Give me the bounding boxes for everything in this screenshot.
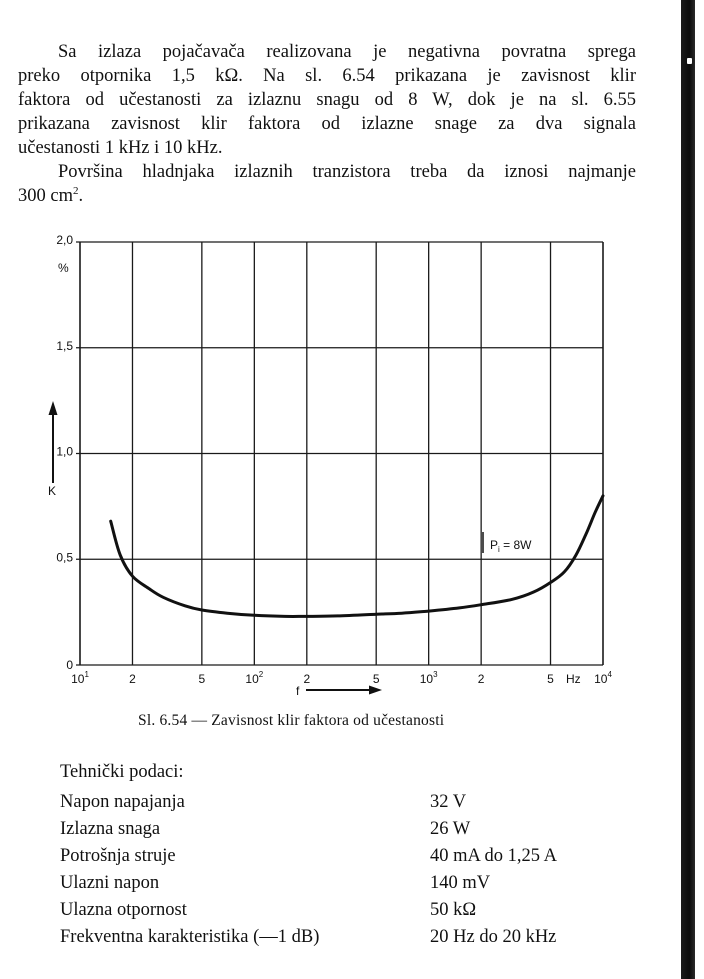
spec-row — [60, 844, 660, 871]
spec-value: 40 mA do 1,25 A — [430, 846, 557, 866]
paragraph-line — [18, 184, 636, 208]
spec-row — [60, 925, 660, 952]
specs-table — [60, 790, 660, 952]
x-tick-base: 2 — [129, 672, 136, 686]
paragraph-line: prikazana zavisnost klir faktora od izlazne snage za dva signala — [18, 114, 636, 134]
x-tick-base: 2 — [477, 672, 485, 686]
x-tick-label — [420, 670, 438, 686]
x-tick-base: 5 — [372, 672, 380, 686]
annotation-value: = 8W — [499, 538, 532, 552]
x-axis-arrow — [306, 686, 382, 695]
spec-row — [60, 790, 660, 817]
y-axis-ticks — [56, 233, 73, 672]
spec-value: 140 mV — [430, 873, 491, 893]
x-tick-base: 10 — [419, 672, 434, 686]
x-tick-base: 2 — [303, 672, 311, 686]
x-axis-ticks — [71, 670, 612, 686]
x-tick-label — [303, 672, 310, 686]
x-tick-label — [199, 672, 206, 686]
x-tick-exponent: 2 — [258, 670, 264, 679]
x-tick-label — [245, 670, 263, 686]
x-axis-label: f — [296, 684, 300, 698]
x-tick-label — [478, 672, 485, 686]
paragraph-line: Površina hladnjaka izlaznih tranzistora treba da iznosi najmanje — [58, 162, 636, 182]
spec-value: 20 Hz do 20 kHz — [430, 927, 557, 947]
figure-caption: Sl. 6.54 — Zavisnost klir faktora od učestanosti — [138, 712, 445, 729]
y-tick-label: 1,0 — [56, 444, 73, 459]
spec-value: 26 W — [430, 819, 471, 839]
sentence-end: . — [78, 186, 84, 206]
x-tick-label — [547, 672, 554, 686]
spec-label: Ulazna otpornost — [60, 900, 187, 920]
spec-value: 32 V — [430, 792, 467, 812]
distortion-curve — [111, 496, 603, 617]
annotation-subscript: i — [498, 545, 500, 554]
paragraph-line: preko otpornika 1,5 kΩ. Na sl. 6.54 prikazana je zavisnost klir — [18, 66, 636, 86]
paragraph-line: učestanosti 1 kHz i 10 kHz. — [18, 138, 223, 158]
x-tick-label — [71, 670, 89, 686]
specs-title: Tehnički podaci: — [60, 762, 184, 782]
distortion-frequency-chart — [0, 225, 680, 705]
power-annotation — [483, 532, 532, 554]
spec-label: Izlazna snaga — [60, 819, 161, 839]
y-unit-label: % — [58, 261, 69, 275]
x-tick-exponent: 4 — [607, 670, 612, 679]
intro-paragraph — [18, 40, 636, 160]
x-tick-label — [594, 670, 612, 686]
spec-row — [60, 871, 660, 898]
paragraph-line: faktora od učestanosti za izlaznu snagu od 8 W, dok je na sl. 6.55 — [18, 90, 636, 110]
book-spine-shadow — [681, 0, 695, 979]
heatsink-paragraph — [18, 160, 636, 208]
x-tick-exponent: 3 — [433, 670, 438, 679]
x-tick-label — [373, 672, 380, 686]
chart-grid — [76, 242, 603, 665]
spec-label: Potrošnja struje — [60, 846, 176, 866]
spec-row — [60, 817, 660, 844]
x-tick-exponent: 1 — [84, 670, 89, 679]
spec-value: 50 kΩ — [430, 900, 477, 920]
y-tick-label: 0 — [66, 658, 73, 672]
x-tick-base: 10 — [245, 672, 259, 686]
spec-label: Ulazni napon — [60, 873, 160, 893]
paragraph-line: Sa izlaza pojačavača realizovana je negativna povratna sprega — [58, 42, 636, 62]
spine-mark — [687, 58, 692, 64]
y-tick-label: 2,0 — [56, 233, 73, 247]
y-axis-label: K — [48, 484, 57, 498]
x-unit-label: Hz — [566, 672, 581, 686]
x-tick-base: 10 — [71, 672, 85, 686]
area-value: 300 cm — [18, 186, 73, 206]
x-tick-base: 5 — [198, 672, 206, 686]
spec-label: Napon napajanja — [60, 792, 185, 812]
area-exponent: 2 — [72, 185, 79, 197]
spec-label: Frekventna karakteristika (—1 dB) — [60, 927, 320, 947]
y-tick-label: 0,5 — [56, 550, 73, 565]
annotation-symbol: P — [490, 538, 499, 552]
y-tick-label: 1,5 — [56, 338, 73, 353]
x-tick-base: 5 — [547, 672, 554, 686]
y-axis-arrow — [49, 401, 58, 483]
x-tick-base: 10 — [594, 672, 608, 686]
x-tick-label — [129, 672, 136, 686]
svg-text:Pi = 8W — [490, 538, 532, 554]
spec-row — [60, 898, 660, 925]
